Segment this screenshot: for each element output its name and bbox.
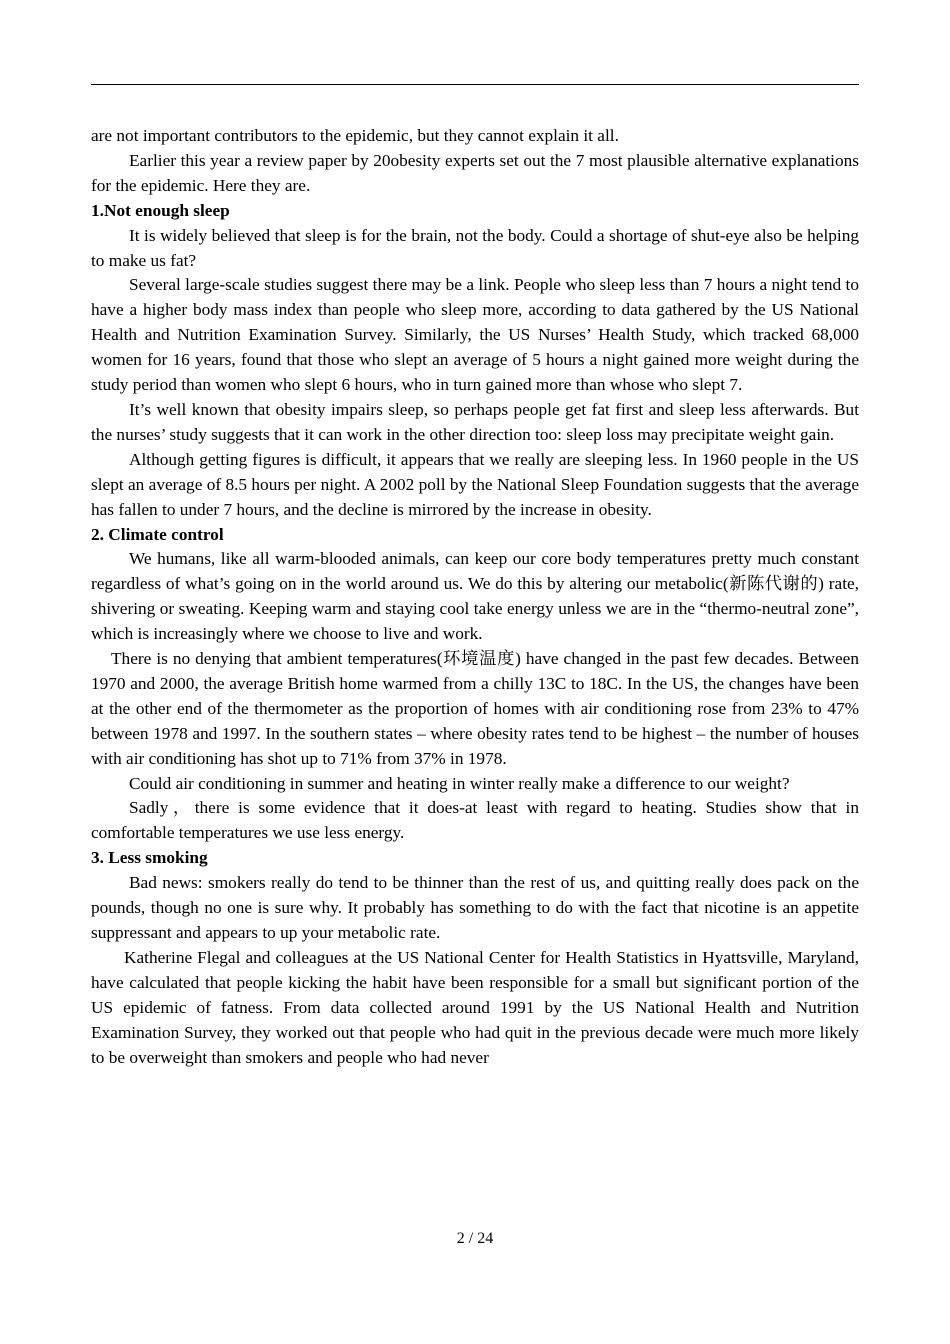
header-rule [91, 84, 859, 85]
section-heading-smoking: 3. Less smoking [91, 848, 208, 868]
paragraph: Bad news: smokers really do tend to be thinner than the rest of us, and quitting really does pack on the pounds, though no one is sure why. It probably has something to do with the fact that nicotine is an appetite suppressant and appears to up your metabolic rate. [91, 873, 859, 942]
paragraph: We humans, like all warm-blooded animals, can keep our core body temperatures pretty much constant regardless of what’s going on in the world around us. We do this by altering our metabolic(新陈代谢的) rate, shivering or sweating. Keeping warm and staying cool take energy unless we are in the “thermo-neutral zone”, which is increasingly where we choose to live and work. [91, 549, 859, 644]
paragraph: It’s well known that obesity impairs sleep, so perhaps people get fat first and sleep less afterwards. But the nurses’ study suggests that it can work in the other direction too: sleep loss may precipitate weight gain. [91, 399, 859, 444]
paragraph: Although getting figures is difficult, it appears that we really are sleeping less. In 1960 people in the US slept an average of 8.5 hours per night. A 2002 poll by the National Sleep Foundation suggests that the average has fallen to under 7 hours, and the decline is mirrored by the increase in obesity. [91, 449, 859, 519]
paragraph: There is no denying that ambient temperatures(环境温度) have changed in the past few decades. Between 1970 and 2000, the average British home warmed from a chilly 13C to 18C. In the US, the changes have been at the other end of the thermometer as the proportion of homes with air conditioning rose from 23% to 47% between 1978 and 1997. In the southern states – where obesity rates tend to be highest – the number of houses with air conditioning has shot up to 71% from 37% in 1978. [91, 649, 859, 768]
paragraph: It is widely believed that sleep is for the brain, not the body. Could a shortage of shut-eye also be helping to make us fat? [91, 225, 859, 270]
paragraph: Katherine Flegal and colleagues at the US National Center for Health Statistics in Hyattsville, Maryland, have calculated that people kicking the habit have been responsible for a small but significant portion of the US epidemic of fatness. From data collected around 1991 by the US National Health and Nutrition Examination Survey, they worked out that people who had quit in the previous decade were much more likely to be overweight than smokers and people who had never [91, 947, 859, 1067]
paragraph: Sadly，there is some evidence that it does-at least with regard to heating. Studies show that in comfortable temperatures we use less energy. [91, 798, 859, 843]
page-number: 2 / 24 [456, 1230, 494, 1247]
paragraph: Several large-scale studies suggest there may be a link. People who sleep less than 7 hours a night tend to have a higher body mass index than people who sleep more, according to data gathered by the US National Health and Nutrition Examination Survey. Similarly, the US Nurses’ Health Study, which tracked 68,000 women for 16 years, found that those who slept an average of 5 hours a night gained more weight during the study period than women who slept 6 hours, who in turn gained more than whose who slept 7. [91, 275, 859, 395]
section-heading-climate: 2. Climate control [91, 524, 224, 544]
paragraph: Earlier this year a review paper by 20obesity experts set out the 7 most plausible alternative explanations for the epidemic. Here they are. [91, 150, 859, 195]
paragraph: are not important contributors to the epidemic, but they cannot explain it all. [91, 126, 619, 145]
document-body [91, 124, 859, 1070]
section-heading-sleep: 1.Not enough sleep [91, 200, 230, 220]
paragraph: Could air conditioning in summer and heating in winter really make a difference to our weight? [129, 773, 790, 793]
